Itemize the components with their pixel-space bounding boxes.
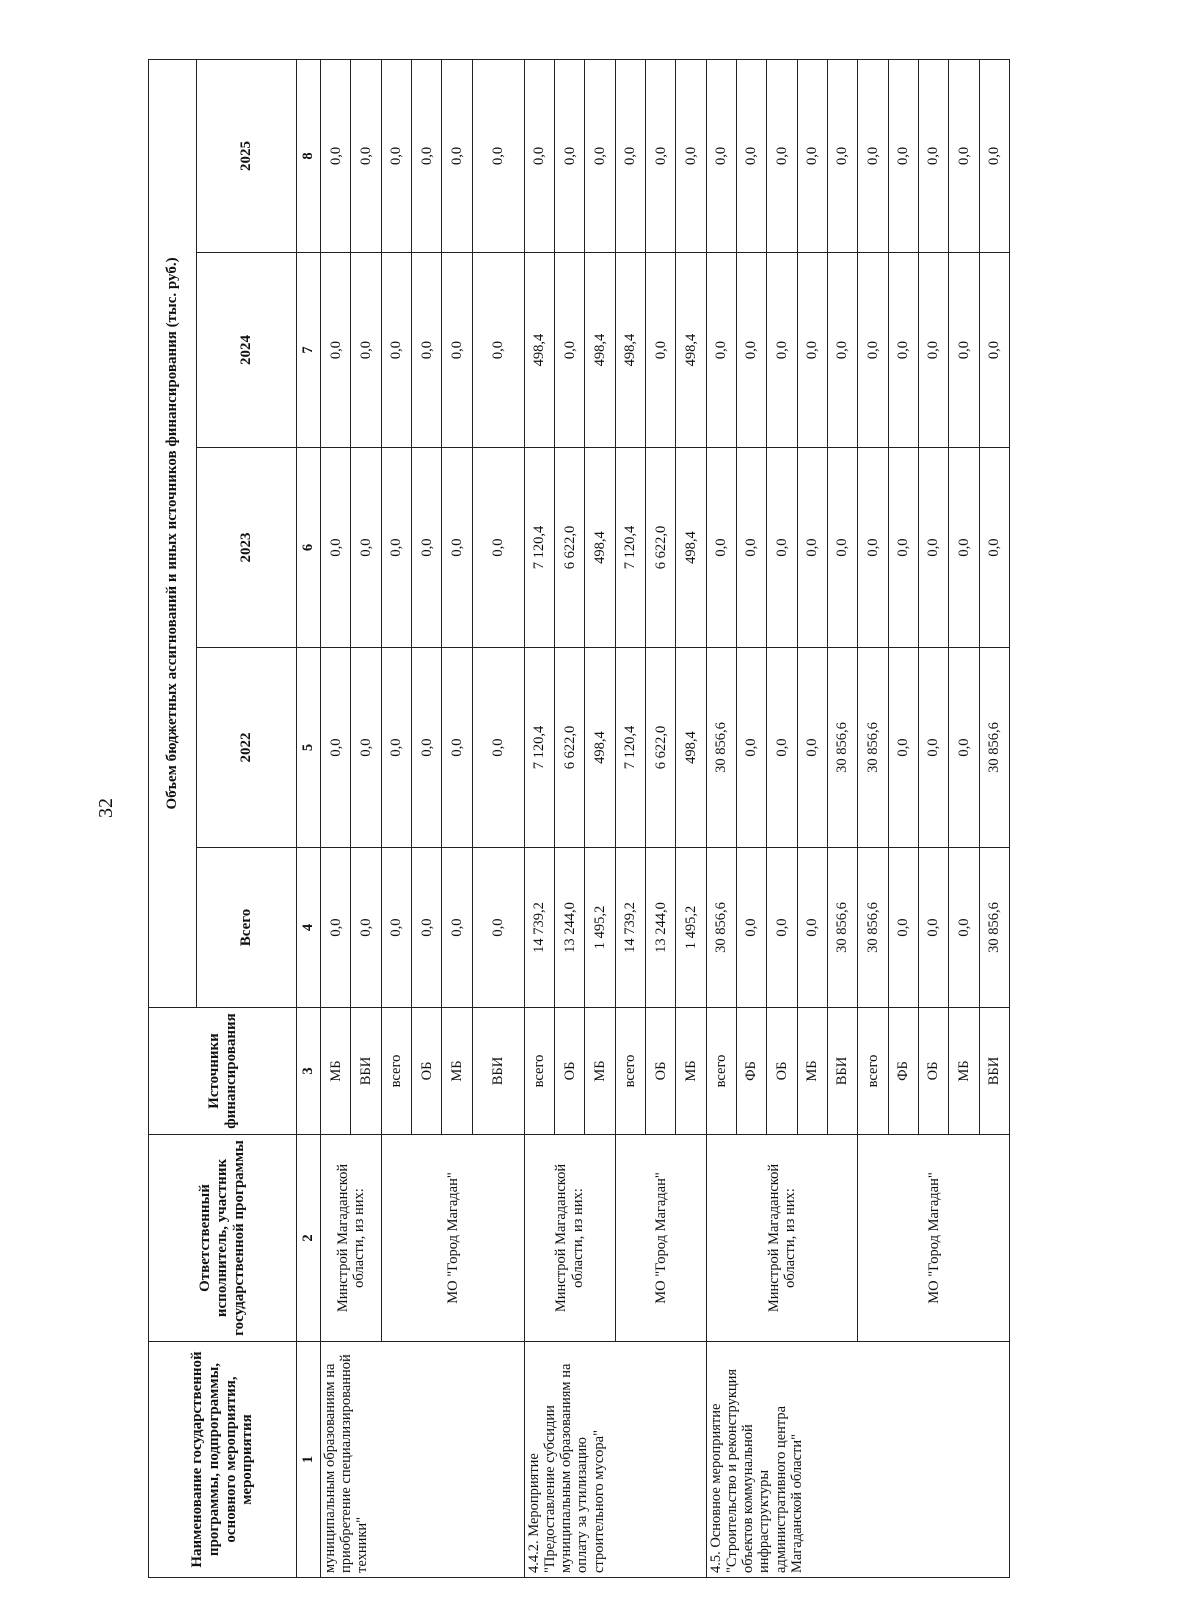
header-year: 2024	[197, 253, 297, 448]
source-cell: ОБ	[411, 1008, 441, 1135]
value-cell: 0,0	[736, 648, 766, 848]
source-cell: ВБИ	[827, 1008, 857, 1135]
value-cell: 0,0	[554, 59, 584, 252]
value-cell: 0,0	[979, 253, 1009, 448]
table-row	[706, 59, 736, 1577]
value-cell: 0,0	[411, 59, 441, 252]
source-cell: всего	[706, 1008, 736, 1135]
value-cell: 0,0	[351, 448, 381, 648]
item-name-cell: 4.5. Основное мероприятие "Строительство и реконструкция объектов коммунальной инфраструктуры административного центра Магаданской области"	[706, 1342, 1009, 1578]
value-cell: 0,0	[918, 648, 948, 848]
value-cell: 0,0	[351, 848, 381, 1008]
value-cell: 0,0	[979, 59, 1009, 252]
item-name-cell: муниципальным образованиям на приобретение специализированной техники"	[321, 1342, 525, 1578]
value-cell: 0,0	[351, 253, 381, 448]
source-cell: всего	[615, 1008, 645, 1135]
value-cell: 0,0	[442, 448, 472, 648]
value-cell: 13 244,0	[645, 848, 675, 1008]
value-cell: 30 856,6	[979, 848, 1009, 1008]
column-number: 2	[297, 1135, 321, 1342]
value-cell: 498,4	[524, 253, 554, 448]
table-row	[321, 59, 351, 1577]
column-number: 4	[297, 848, 321, 1008]
table-body	[321, 59, 1010, 1577]
value-cell: 0,0	[827, 253, 857, 448]
responsible-cell: МО "Город Магадан"	[858, 1135, 1010, 1342]
value-cell: 14 739,2	[615, 848, 645, 1008]
value-cell: 498,4	[615, 253, 645, 448]
value-cell: 498,4	[585, 648, 615, 848]
value-cell: 498,4	[676, 253, 706, 448]
source-cell: ОБ	[645, 1008, 675, 1135]
value-cell: 0,0	[767, 448, 797, 648]
value-cell: 7 120,4	[615, 448, 645, 648]
source-cell: ОБ	[767, 1008, 797, 1135]
value-cell: 0,0	[472, 448, 524, 648]
value-cell: 0,0	[524, 59, 554, 252]
value-cell: 0,0	[858, 253, 888, 448]
source-cell: ВБИ	[351, 1008, 381, 1135]
page-number: 32	[95, 798, 117, 818]
source-cell: МБ	[949, 1008, 979, 1135]
value-cell: 0,0	[321, 253, 351, 448]
header-year: 2022	[197, 648, 297, 848]
header-year: 2025	[197, 59, 297, 252]
source-cell: ВБИ	[472, 1008, 524, 1135]
value-cell: 6 622,0	[645, 648, 675, 848]
value-cell: 0,0	[472, 253, 524, 448]
responsible-cell: МО "Город Магадан"	[381, 1135, 524, 1342]
value-cell: 0,0	[321, 848, 351, 1008]
rotated-table-container	[148, 60, 1010, 1578]
value-cell: 0,0	[381, 648, 411, 848]
value-cell: 0,0	[472, 59, 524, 252]
value-cell: 0,0	[381, 253, 411, 448]
value-cell: 7 120,4	[524, 448, 554, 648]
value-cell: 0,0	[645, 253, 675, 448]
value-cell: 0,0	[767, 848, 797, 1008]
source-cell: ВБИ	[979, 1008, 1009, 1135]
financing-table	[148, 59, 1010, 1578]
column-number: 1	[297, 1342, 321, 1578]
source-cell: всего	[381, 1008, 411, 1135]
value-cell: 498,4	[676, 648, 706, 848]
responsible-cell: Минстрой Магаданской области, из них:	[321, 1135, 382, 1342]
header-name: Наименование государственной программы, подпрограммы, основного мероприятия, мероприятия	[149, 1342, 297, 1578]
value-cell: 1 495,2	[676, 848, 706, 1008]
table-row	[524, 59, 554, 1577]
value-cell: 30 856,6	[827, 648, 857, 848]
source-cell: ФБ	[736, 1008, 766, 1135]
source-cell: ОБ	[918, 1008, 948, 1135]
value-cell: 0,0	[797, 648, 827, 848]
value-cell: 6 622,0	[554, 448, 584, 648]
source-cell: МБ	[797, 1008, 827, 1135]
value-cell: 0,0	[442, 59, 472, 252]
value-cell: 7 120,4	[615, 648, 645, 848]
value-cell: 30 856,6	[706, 848, 736, 1008]
column-number: 8	[297, 59, 321, 252]
value-cell: 6 622,0	[554, 648, 584, 848]
value-cell: 0,0	[949, 253, 979, 448]
value-cell: 0,0	[888, 448, 918, 648]
value-cell: 0,0	[918, 848, 948, 1008]
value-cell: 30 856,6	[858, 648, 888, 848]
value-cell: 0,0	[949, 59, 979, 252]
value-cell: 0,0	[381, 448, 411, 648]
value-cell: 30 856,6	[858, 848, 888, 1008]
value-cell: 0,0	[797, 59, 827, 252]
source-cell: ОБ	[554, 1008, 584, 1135]
value-cell: 0,0	[858, 448, 888, 648]
value-cell: 1 495,2	[585, 848, 615, 1008]
value-cell: 498,4	[585, 448, 615, 648]
value-cell: 14 739,2	[524, 848, 554, 1008]
value-cell: 6 622,0	[645, 448, 675, 648]
value-cell: 0,0	[949, 448, 979, 648]
value-cell: 0,0	[676, 59, 706, 252]
header-total: Всего	[197, 848, 297, 1008]
value-cell: 0,0	[858, 59, 888, 252]
value-cell: 0,0	[321, 648, 351, 848]
value-cell: 0,0	[736, 59, 766, 252]
value-cell: 30 856,6	[979, 648, 1009, 848]
value-cell: 0,0	[442, 848, 472, 1008]
value-cell: 0,0	[554, 253, 584, 448]
source-cell: МБ	[321, 1008, 351, 1135]
header-sources: Источники финансирования	[149, 1008, 297, 1135]
value-cell: 7 120,4	[524, 648, 554, 848]
value-cell: 0,0	[918, 448, 948, 648]
value-cell: 0,0	[949, 848, 979, 1008]
value-cell: 0,0	[706, 59, 736, 252]
value-cell: 0,0	[585, 59, 615, 252]
value-cell: 0,0	[706, 448, 736, 648]
value-cell: 0,0	[321, 448, 351, 648]
source-cell: всего	[858, 1008, 888, 1135]
value-cell: 0,0	[381, 59, 411, 252]
value-cell: 0,0	[442, 253, 472, 448]
source-cell: МБ	[585, 1008, 615, 1135]
value-cell: 0,0	[411, 648, 441, 848]
source-cell: ФБ	[888, 1008, 918, 1135]
value-cell: 0,0	[797, 253, 827, 448]
value-cell: 0,0	[411, 253, 441, 448]
value-cell: 0,0	[321, 59, 351, 252]
source-cell: МБ	[676, 1008, 706, 1135]
value-cell: 0,0	[827, 448, 857, 648]
value-cell: 0,0	[888, 648, 918, 848]
responsible-cell: Минстрой Магаданской области, из них:	[524, 1135, 615, 1342]
value-cell: 13 244,0	[554, 848, 584, 1008]
value-cell: 0,0	[736, 448, 766, 648]
source-cell: всего	[524, 1008, 554, 1135]
value-cell: 0,0	[736, 253, 766, 448]
value-cell: 0,0	[736, 848, 766, 1008]
header-responsible: Ответственный исполнитель, участник государственной программы	[149, 1135, 297, 1342]
value-cell: 0,0	[888, 848, 918, 1008]
value-cell: 30 856,6	[706, 648, 736, 848]
value-cell: 0,0	[767, 253, 797, 448]
value-cell: 0,0	[767, 59, 797, 252]
column-number: 6	[297, 448, 321, 648]
value-cell: 0,0	[411, 448, 441, 648]
value-cell: 0,0	[411, 848, 441, 1008]
header-volume: Объем бюджетных ассигнований и иных источников финансирования (тыс. руб.)	[149, 59, 197, 1007]
column-number: 5	[297, 648, 321, 848]
value-cell: 0,0	[706, 253, 736, 448]
value-cell: 0,0	[645, 59, 675, 252]
source-cell: МБ	[442, 1008, 472, 1135]
header-year: 2023	[197, 448, 297, 648]
value-cell: 0,0	[615, 59, 645, 252]
value-cell: 0,0	[888, 253, 918, 448]
value-cell: 0,0	[797, 448, 827, 648]
item-name-cell: 4.4.2. Мероприятие "Предоставление субсидии муниципальным образованиям на оплату за утилизацию строительного мусора"	[524, 1342, 706, 1578]
value-cell: 0,0	[472, 648, 524, 848]
responsible-cell: МО "Город Магадан"	[615, 1135, 706, 1342]
value-cell: 0,0	[442, 648, 472, 848]
value-cell: 0,0	[767, 648, 797, 848]
column-number: 3	[297, 1008, 321, 1135]
value-cell: 498,4	[585, 253, 615, 448]
value-cell: 0,0	[797, 848, 827, 1008]
value-cell: 0,0	[472, 848, 524, 1008]
responsible-cell: Минстрой Магаданской области, из них:	[706, 1135, 858, 1342]
value-cell: 0,0	[351, 59, 381, 252]
value-cell: 0,0	[918, 253, 948, 448]
column-number: 7	[297, 253, 321, 448]
value-cell: 0,0	[827, 59, 857, 252]
value-cell: 0,0	[979, 448, 1009, 648]
value-cell: 0,0	[381, 848, 411, 1008]
value-cell: 498,4	[676, 448, 706, 648]
value-cell: 0,0	[351, 648, 381, 848]
value-cell: 0,0	[949, 648, 979, 848]
value-cell: 30 856,6	[827, 848, 857, 1008]
value-cell: 0,0	[918, 59, 948, 252]
value-cell: 0,0	[888, 59, 918, 252]
